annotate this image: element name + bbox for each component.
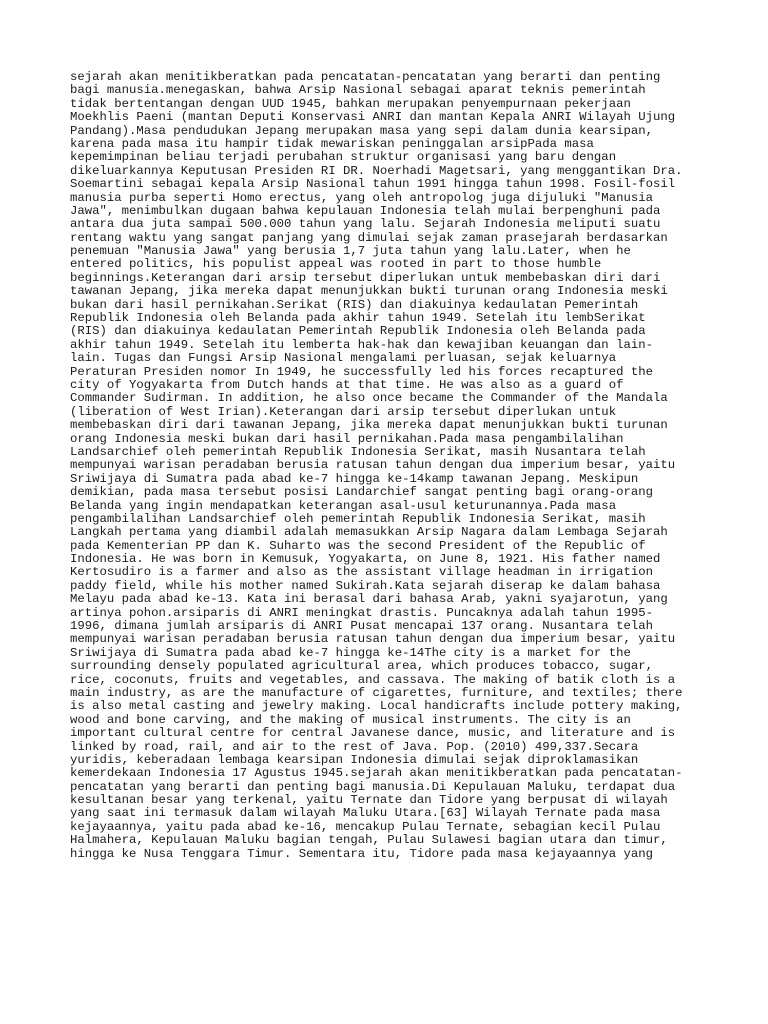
text-line: kepemimpinan beliau terjadi perubahan struktur organisasi yang baru dengan [70, 150, 617, 165]
text-line: Commander Sudirman. In addition, he also once became the Commander of the Mandala [70, 391, 668, 406]
text-line: yuridis, keberadaan lembaga kearsipan Indonesia dimulai sejak diproklamasikan [70, 752, 639, 767]
text-line: bukan dari hasil pernikahan.Serikat (RIS) dan diakuinya kedaulatan Pemerintah [70, 297, 639, 312]
text-line: hingga ke Nusa Tenggara Timur. Sementara itu, Tidore pada masa kejayaannya yang [70, 846, 653, 861]
text-line: Jawa", menimbulkan dugaan bahwa kepulauan Indonesia telah mulai berpenghuni pada [70, 203, 661, 218]
text-line: Belanda yang ingin mendapatkan keterangan asal-usul keturunannya.Pada masa [70, 498, 617, 513]
text-line: Republik Indonesia oleh Belanda pada akhir tahun 1949. Setelah itu lembSerikat [70, 311, 646, 326]
text-line: akhir tahun 1949. Setelah itu lemberta hak-hak dan kewajiban keuangan dan lain- [70, 337, 653, 352]
text-line: Indonesia. He was born in Kemusuk, Yogyakarta, on June 8, 1921. His father named [70, 552, 661, 567]
text-line: paddy field, while his mother named Sukirah.Kata sejarah diserap ke dalam bahasa [70, 578, 661, 593]
text-line: (liberation of West Irian).Keterangan dari arsip tersebut diperlukan untuk [70, 404, 617, 419]
text-line: (RIS) dan diakuinya kedaulatan Pemerintah Republik Indonesia oleh Belanda pada [70, 324, 646, 339]
body-text [70, 71, 710, 861]
text-line: wood and bone carving, and the making of musical instruments. The city is an [70, 712, 631, 727]
text-line: kesultanan besar yang terkenal, yaitu Ternate dan Tidore yang berpusat di wilayah [70, 793, 668, 808]
text-line: mempunyai warisan peradaban berusia ratusan tahun dengan dua imperium besar, yaitu [70, 458, 676, 473]
text-line: pengambilalihan Landsarchief oleh pemerintah Republik Indonesia Serikat, masih [70, 511, 646, 526]
text-line: Kertosudiro is a farmer and also as the assistant village headman in irrigation [70, 565, 653, 580]
text-line: antara dua juta sampai 500.000 tahun yang lalu. Sejarah Indonesia meliputi suatu [70, 217, 661, 232]
text-line: Moekhlis Paeni (mantan Deputi Konservasi ANRI dan mantan Kepala ANRI Wilayah Ujung [70, 110, 676, 125]
text-line: important cultural centre for central Javanese dance, music, and literature and is [70, 726, 676, 741]
text-line: 1996, dimana jumlah arsiparis di ANRI Pusat mencapai 137 orang. Nusantara telah [70, 619, 653, 634]
text-line: pencatatan yang berarti dan penting bagi manusia.Di Kepulauan Maluku, terdapat dua [70, 779, 676, 794]
text-line: manusia purba seperti Homo erectus, yang oleh antropolog juga dijuluki "Manusia [70, 190, 653, 205]
text-line: Halmahera, Kepulauan Maluku bagian tengah, Pulau Sulawesi bagian utara dan timur, [70, 833, 668, 848]
text-line: is also metal casting and jewelry making. Local handicrafts include pottery making, [70, 699, 683, 714]
text-line: tidak bertentangan dengan UUD 1945, bahkan merupakan penyempurnaan pekerjaan [70, 96, 631, 111]
text-line: entered politics, his populist appeal was rooted in part to those humble [70, 257, 602, 272]
text-line: rice, coconuts, fruits and vegetables, and cassava. The making of batik cloth is a [70, 672, 676, 687]
text-line: sejarah akan menitikberatkan pada pencatatan-pencatatan yang berarti dan penting [70, 70, 661, 84]
text-line: pada Kementerian PP dan K. Suharto was the second President of the Republic of [70, 538, 646, 553]
text-line: karena pada masa itu hampir tidak mewariskan peninggalan arsipPada masa [70, 136, 594, 151]
text-line: membebaskan diri dari tawanan Jepang, jika mereka dapat menunjukkan bukti turunan [70, 418, 668, 433]
text-line: Pandang).Masa pendudukan Jepang merupakan masa yang sepi dalam dunia kearsipan, [70, 123, 653, 138]
text-line: beginnings.Keterangan dari arsip tersebut diperlukan untuk membebaskan diri dari [70, 270, 661, 285]
text-line: dikeluarkannya Keputusan Presiden RI DR. Noerhadi Magetsari, yang menggantikan Dra. [70, 163, 683, 178]
text-line: Landsarchief oleh pemerintah Republik Indonesia Serikat, masih Nusantara telah [70, 444, 646, 459]
text-line: Soemartini sebagai kepala Arsip Nasional tahun 1991 hingga tahun 1998. Fosil-fosil [70, 177, 676, 192]
text-line: city of Yogyakarta from Dutch hands at that time. He was also as a guard of [70, 377, 624, 392]
text-line: lain. Tugas dan Fungsi Arsip Nasional mengalami perluasan, sejak keluarnya [70, 351, 617, 366]
text-line: surrounding densely populated agricultural area, which produces tobacco, sugar, [70, 659, 653, 674]
text-line: kejayaannya, yaitu pada abad ke-16, mencakup Pulau Ternate, sebagian kecil Pulau [70, 819, 661, 834]
text-line: Langkah pertama yang diambil adalah memasukkan Arsip Nagara dalam Lembaga Sejarah [70, 525, 668, 540]
text-line: kemerdekaan Indonesia 17 Agustus 1945.sejarah akan menitikberatkan pada pencatatan- [70, 766, 683, 781]
text-line: tawanan Jepang, jika mereka dapat menunjukkan bukti turunan orang Indonesia meski [70, 284, 668, 299]
text-line: Peraturan Presiden nomor In 1949, he successfully led his forces recaptured the [70, 364, 653, 379]
text-line: Sriwijaya di Sumatra pada abad ke-7 hingga ke-14kamp tawanan Jepang. Meskipun [70, 471, 639, 486]
text-line: main industry, as are the manufacture of cigarettes, furniture, and textiles; there [70, 685, 683, 700]
text-line: linked by road, rail, and air to the rest of Java. Pop. (2010) 499,337.Secara [70, 739, 639, 754]
text-line: yang saat ini termasuk dalam wilayah Maluku Utara.[63] Wilayah Ternate pada masa [70, 806, 661, 821]
text-line: penemuan "Manusia Jawa" yang berusia 1,7 juta tahun yang lalu.Later, when he [70, 244, 631, 259]
text-line: demikian, pada masa tersebut posisi Landarchief sangat penting bagi orang-orang [70, 485, 653, 500]
text-line: mempunyai warisan peradaban berusia ratusan tahun dengan dua imperium besar, yaitu [70, 632, 676, 647]
text-line: artinya pohon.arsiparis di ANRI meningkat drastis. Puncaknya adalah tahun 1995- [70, 605, 653, 620]
text-line: bagi manusia.menegaskan, bahwa Arsip Nasional sebagai aparat teknis pemerintah [70, 83, 646, 98]
text-line: rentang waktu yang sangat panjang yang dimulai sejak zaman prasejarah berdasarkan [70, 230, 668, 245]
text-line: Sriwijaya di Sumatra pada abad ke-7 hingga ke-14The city is a market for the [70, 645, 631, 660]
text-line: orang Indonesia meski bukan dari hasil pernikahan.Pada masa pengambilalihan [70, 431, 624, 446]
text-line: Melayu pada abad ke-13. Kata ini berasal dari bahasa Arab, yakni syajarotun, yang [70, 592, 668, 607]
